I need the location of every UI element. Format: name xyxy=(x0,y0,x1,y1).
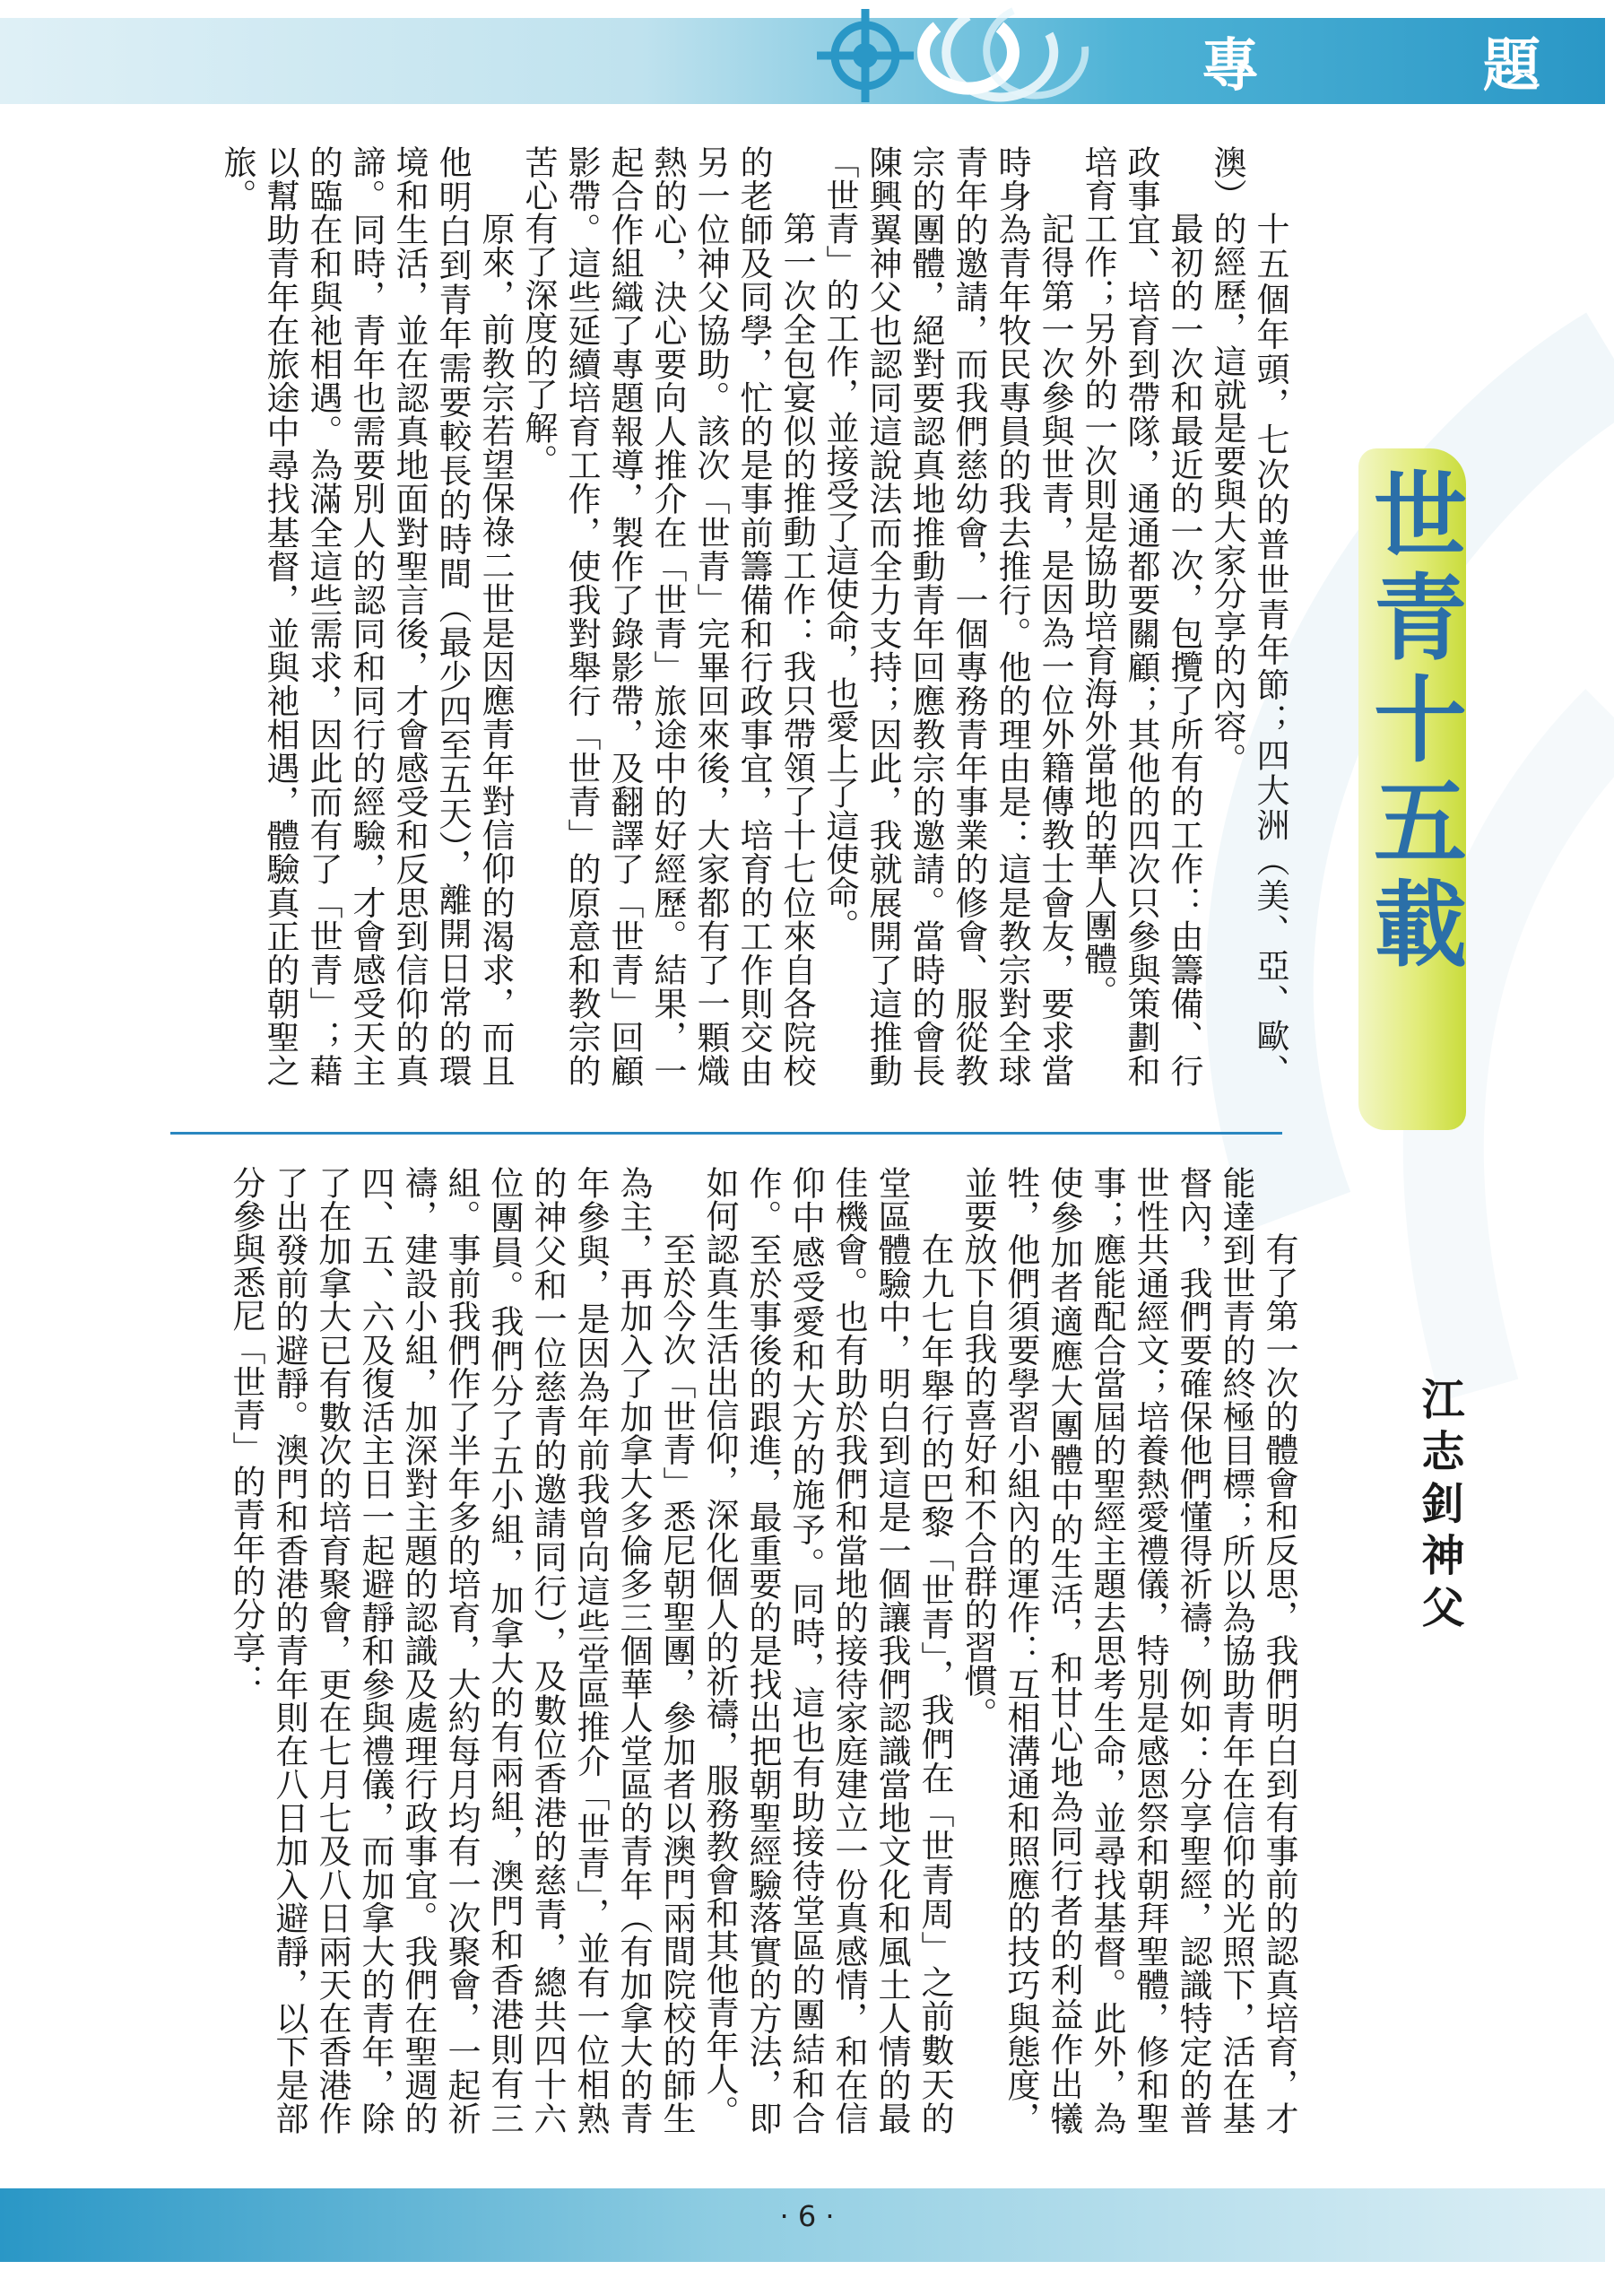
paragraph: 記得第一次參與世青，是因為一位外籍傳教士會友，要求當時身為青年牧民專員的我去推行。他的理由是：這是教宗對全球青年的邀請，而我們慈幼會，一個專務青年事業的修會、服從教宗的團體，絕對要認真地推動青年回應教宗的邀請。當時的會長陳興翼神父也認同這說法而全力支持；因此，我就展開了這推動「世青」的工作，並接受了這使命，也愛上了這使命。 xyxy=(820,145,1074,1087)
section-divider xyxy=(170,1132,1282,1135)
section-heading-char: 專 xyxy=(1202,33,1261,100)
paragraph: 在九七年舉行的巴黎「世青」，我們在「世青周」之前數天的堂區體驗中，明白到這是一個讓我們認識當地文化和風土人情的最佳機會。也有助於我們和當地的接待家庭建立一份真感情，和在信仰中感受愛和大方的施予。同時，這也有助接待堂區的團結和合作。至於事後的跟進，最重要的是找出把朝聖經驗落實的方法，即如何認真生活出信仰，深化個人的祈禱，服務教會和其他青年人。 xyxy=(700,1166,954,2135)
page-number: · 6 · xyxy=(779,2199,835,2233)
section-heading-char: 題 xyxy=(1483,33,1542,100)
paragraph: 有了第一次的體會和反思，我們明白到有事前的認真培育，才能達到世青的終極目標；所以為協助青年在信仰的光照下，活在基督內，我們要確保他們懂得祈禱，例如：分享聖經，認識特定的普世性共通經文；培養熱愛禮儀，特別是感恩祭和朝拜聖體，修和聖事；應能配合當屆的聖經主題去思考生命，並尋找基督。此外，為使參加者適應大團體中的生活，和甘心地為同行者的利益作出犧牲，他們須要學習小組內的運作：互相溝通和照應的技巧與態度，並要放下自我的喜好和不合群的習慣。 xyxy=(959,1166,1298,2135)
upper-article-text xyxy=(170,145,1291,1087)
paragraph: 至於今次「世青」悉尼朝聖團，參加者以澳門兩間院校的師生為主，再加入了加拿大多倫多三個華人堂區的青年（有加拿大的青年參與，是因為年前我曾向這些堂區推介「世青」，並有一位相熟的神父和一位慈青的邀請同行），及數位香港的慈青，總共四十六位團員。我們分了五小組，加拿大的有兩組，澳門和香港則有三組。事前我們作了半年多的培育，大約每月均有一次聚會，一起祈禱，建設小組，加深對主題的認識及處理行政事宜。我們在聖週的四、五、六及復活主日一起避靜和參與禮儀，而加拿大的青年，除了在加拿大已有數次的培育聚會，更在七月七及八日兩天在香港作了出發前的避靜。澳門和香港的青年則在八日加入避靜，以下是部分參與悉尼「世青」的青年的分享： xyxy=(227,1166,696,2135)
paragraph: 十五個年頭，七次的普世青年節；四大洲（美、亞、歐、澳）的經歷，這就是要與大家分享的內容。 xyxy=(1208,145,1289,1087)
article-title: 世青十五載 xyxy=(1358,466,1467,978)
paragraph: 最初的一次和最近的一次，包攬了所有的工作：由籌備、行政事宜、培育到帶隊，通通都要關顧；其他的四次只參與策劃和培育工作；另外的一次則是協助培育海外當地的華人團體。 xyxy=(1079,145,1203,1087)
crosshair-logo-icon xyxy=(811,0,1098,108)
paragraph: 原來，前教宗若望保祿二世是因應青年對信仰的渴求，而且他明白到青年需要較長的時間（最少四至五天），離開日常的環境和生活，並在認真地面對聖言後，才會感受和反思到信仰的真諦。同時，青年也需要別人的認同和同行的經驗，才會感受天主的臨在和與祂相遇。為滿全這些需求，因此而有了「世青」；藉以幫助青年在旅途中尋找基督，並與祂相遇，體驗真正的朝聖之旅。 xyxy=(218,145,515,1087)
author-name: 江志釗神父 xyxy=(1414,1377,1464,1637)
paragraph: 第一次全包宴似的推動工作：我只帶領了十七位來自各院校的老師及同學，忙的是事前籌備和行政事宜，培育的工作則交由另一位神父協助。該次「世青」完畢回來後，大家都有了一顆熾熱的心，決心要向人推介在「世青」旅途中的好經歷。結果，一起合作組織了專題報導，製作了錄影帶，及翻譯了「世青」回顧影帶。這些延續培育工作，使我對舉行「世青」的原意和教宗的苦心有了深度的了解。 xyxy=(519,145,816,1087)
lower-article-text xyxy=(170,1166,1300,2135)
section-heading xyxy=(1202,20,1542,102)
